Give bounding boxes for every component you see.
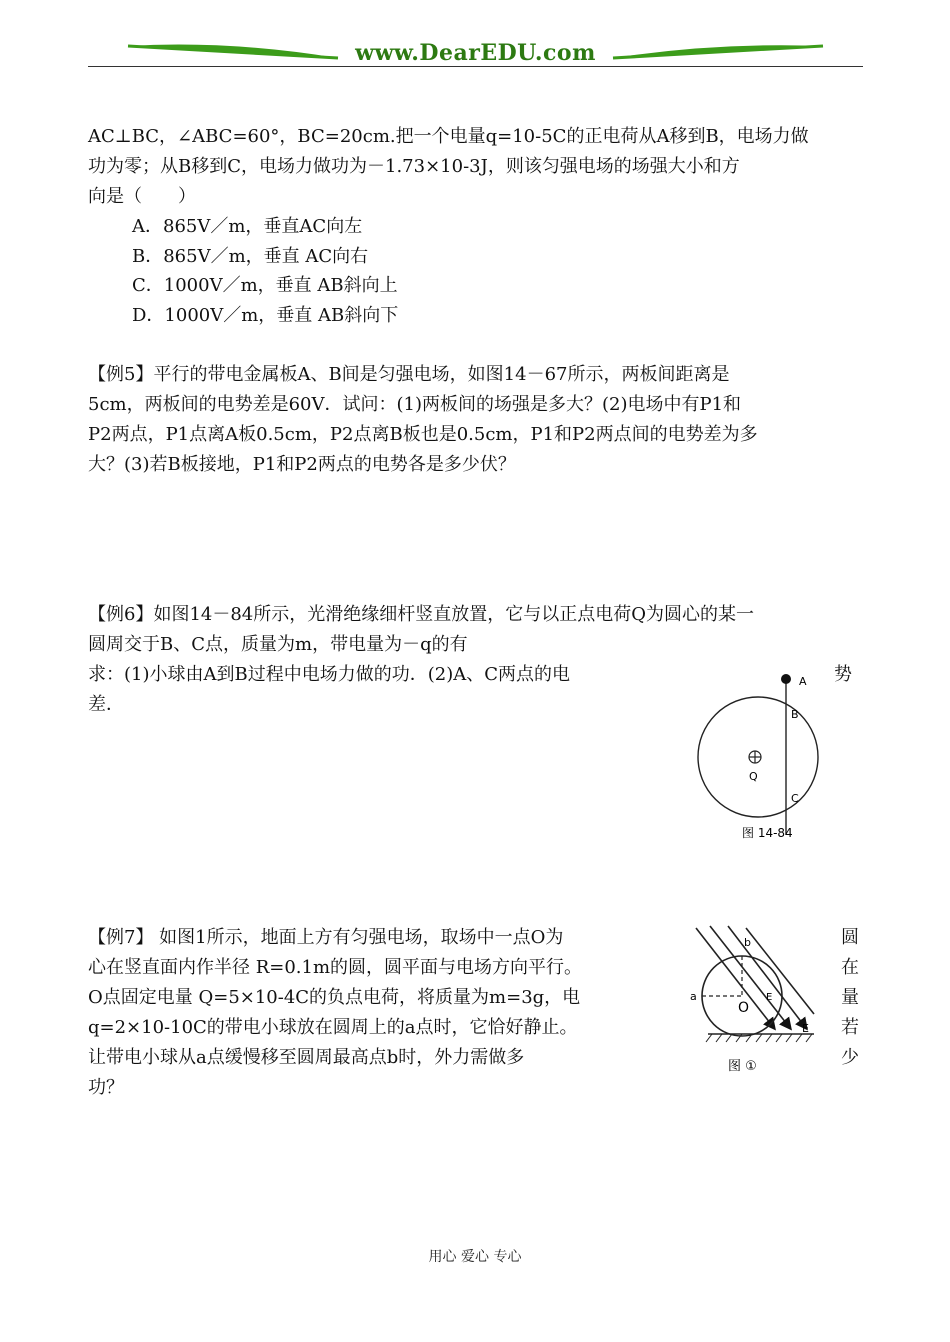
example-5: [88, 360, 758, 480]
label-a: A: [799, 675, 807, 688]
text-line: 【例7】 如图1所示，地面上方有匀强电场，取场中一点O为: [88, 927, 564, 948]
option-a: A．865V／m，垂直AC向左: [132, 216, 363, 237]
text-line: P2两点，P1点离A板0.5cm，P2点离B板也是0.5cm，P1和P2两点间的电势差为多: [88, 424, 758, 445]
site-brand[interactable]: www.DearEDU.com: [355, 40, 596, 66]
text-line: 【例6】如图14－84所示，光滑绝缘细杆竖直放置，它与以正点电荷Q为圆心的某一: [88, 604, 755, 625]
text-line: 量: [841, 987, 859, 1008]
figure-caption: 图 14-84: [742, 826, 793, 840]
text-line: AC⊥BC，∠ABC=60°，BC=20cm.把一个电量q=10-5C的正电荷从A移到B，电场力做: [88, 126, 809, 147]
header-divider: [88, 66, 863, 67]
option-d: D．1000V／m，垂直 AB斜向下: [132, 305, 399, 326]
figure-caption: 图 ①: [728, 1059, 757, 1074]
page-header: [88, 36, 863, 70]
label-c: C: [791, 792, 799, 805]
text-line: 大？(3)若B板接地，P1和P2两点的电势各是多少伏？: [88, 454, 516, 475]
label-b-point: b: [744, 936, 751, 949]
text-line: 少: [841, 1047, 859, 1068]
text-line: 功为零；从B移到C，电场力做功为－1.73×10-3J，则该匀强电场的场强大小和方: [88, 156, 740, 177]
text-line: 差．: [88, 694, 124, 715]
example-7-wrap-text: [841, 923, 859, 1073]
page-footer: 用心 爱心 专心: [428, 1249, 522, 1265]
label-o-point: O: [738, 1000, 750, 1016]
question-text: [88, 122, 809, 212]
option-c: C．1000V／m，垂直 AB斜向上: [132, 275, 398, 296]
example-7: [88, 923, 582, 1103]
ball-a: [781, 674, 791, 684]
option-b: B．865V／m，垂直 AC向右: [132, 246, 369, 267]
example-6-wrap-text: [834, 660, 852, 690]
text-line: 向是（ ）: [88, 186, 196, 207]
text-line: 在: [841, 957, 859, 978]
text-line: 圆周交于B、C点，质量为m，带电量为－q的有: [88, 634, 468, 655]
text-line: O点固定电量 Q=5×10-4C的负点电荷，将质量为m=3g，电: [88, 987, 581, 1008]
text-line: q=2×10-10C的带电小球放在圆周上的a点时，它恰好静止。: [88, 1017, 578, 1038]
label-e-field: E: [766, 992, 773, 1003]
text-line: 势: [834, 664, 852, 685]
figure-1: [688, 922, 823, 1082]
text-line: 求：(1)小球由A到B过程中电场力做的功．(2)A、C两点的电: [88, 664, 570, 685]
text-line: 心在竖直面内作半径 R=0.1m的圆，圆平面与电场方向平行。: [88, 957, 583, 978]
text-line: 功？: [88, 1077, 124, 1098]
text-line: 圆: [841, 927, 859, 948]
text-line: 让带电小球从a点缓慢移至圆周最高点b时，外力需做多: [88, 1047, 525, 1068]
figure-14-84: [695, 660, 825, 850]
label-e-arrow: E: [802, 1022, 809, 1035]
label-b: B: [791, 708, 799, 721]
text-line: 【例5】平行的带电金属板A、B间是匀强电场，如图14－67所示，两板间距离是: [88, 364, 730, 385]
label-q: Q: [749, 770, 758, 783]
text-line: 若: [841, 1017, 859, 1038]
example-6: [88, 600, 754, 720]
label-a-point: a: [690, 990, 697, 1003]
text-line: 5cm，两板间的电势差是60V．试问：(1)两板间的场强是多大？(2)电场中有P1和: [88, 394, 742, 415]
